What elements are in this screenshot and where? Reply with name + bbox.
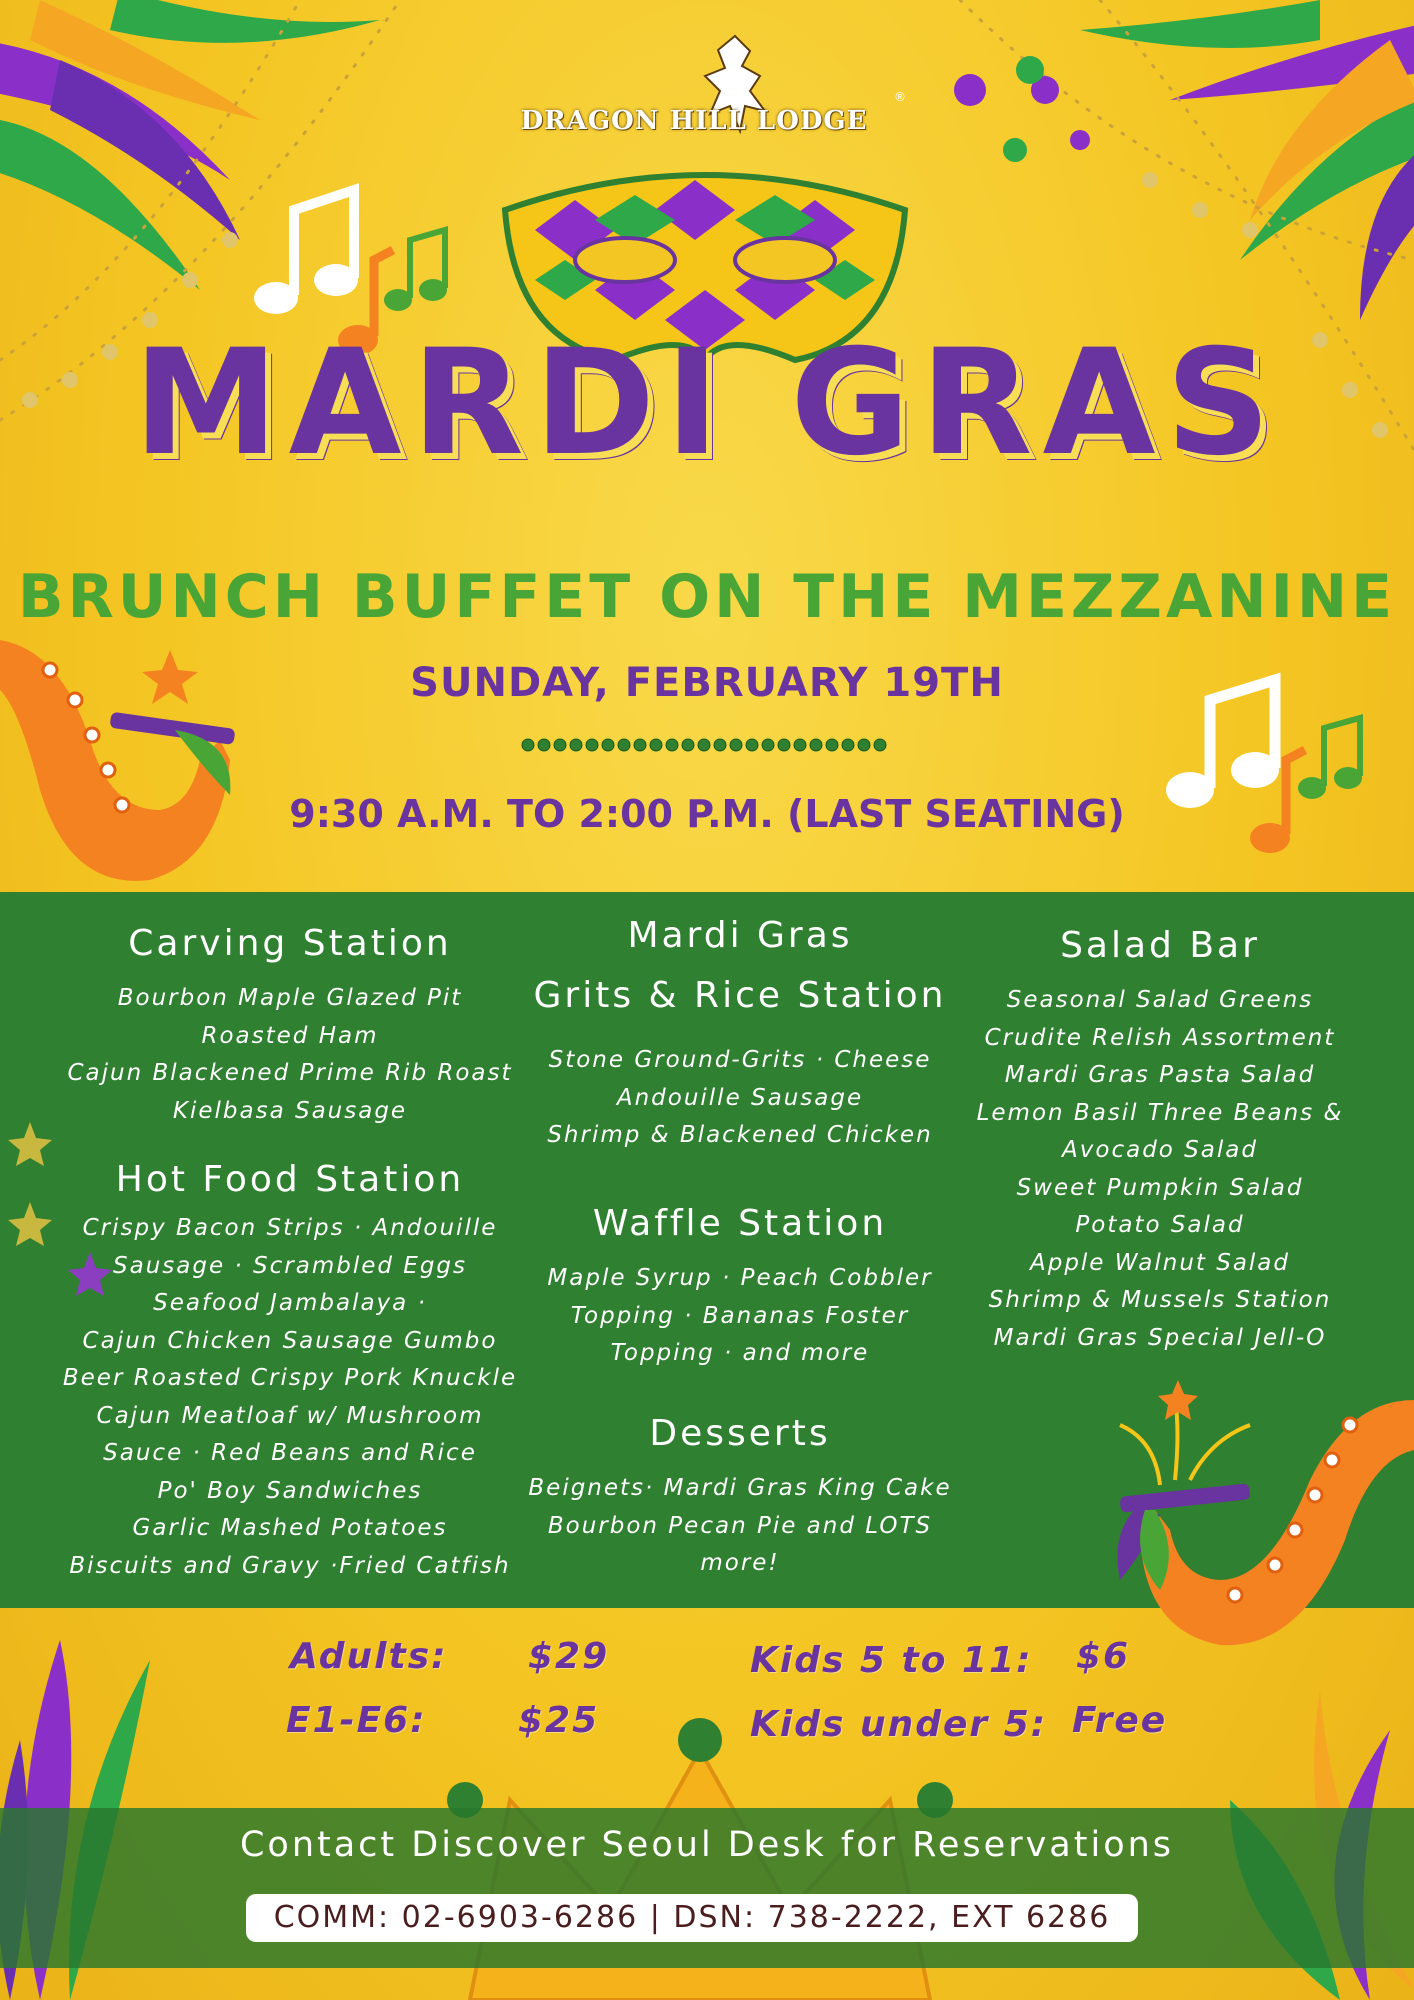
carving-station [50,914,530,1130]
menu-item: Crudite Relish Assortment [984,1024,1336,1051]
menu-item: Sausage · Scrambled Eggs [113,1252,467,1279]
menu-item: Seasonal Salad Greens [1006,987,1314,1013]
grits-rice-station [500,906,980,1155]
menu-item: Mardi Gras Pasta Salad [1004,1062,1316,1088]
desserts-station [500,1404,980,1583]
menu-item: Cajun Meatloaf w/ Mushroom [96,1402,484,1429]
menu-item: Crispy Bacon Strips · Andouille [82,1215,498,1241]
menu-item: Bourbon Maple Glazed Pit [117,985,463,1011]
menu-item: Bourbon Pecan Pie and LOTS [547,1512,933,1539]
menu-item: Topping · and more [610,1340,870,1366]
menu-item: Sauce · Red Beans and Rice [103,1440,477,1466]
kids-under-5-price: Free [1072,1700,1168,1741]
menu-item: Shrimp & Mussels Station [988,1287,1332,1313]
music-notes-right-icon [1160,670,1370,860]
event-subtitle: BRUNCH BUFFET ON THE MEZZANINE [17,562,1397,632]
saxophone-right-icon [1100,1380,1414,1660]
menu-item: Topping · Bananas Foster [570,1302,910,1329]
menu-item: Cajun Chicken Sausage Gumbo [82,1327,498,1354]
e1-e6-price: $25 [518,1700,600,1741]
adults-label: Adults: [290,1636,448,1677]
menu-item: Seafood Jambalaya · [153,1290,427,1316]
menu-item: Lemon Basil Three Beans & [976,1099,1344,1126]
contact-text: Contact Discover Seoul Desk for Reservations [239,1825,1175,1865]
stars-decoration-icon [10,1122,120,1462]
grits-station-title-line1: Mardi Gras [627,915,853,956]
menu-item: Biscuits and Gravy ·Fried Catfish [69,1552,511,1579]
menu-item: Garlic Mashed Potatoes [132,1515,448,1541]
registered-mark: ® [894,90,906,104]
kids-5-11-price: $6 [1076,1636,1131,1677]
saxophone-left-icon [0,620,260,890]
grits-station-title-line2: Grits & Rice Station [533,975,947,1016]
event-title: MARDI GRAS [133,318,1281,488]
menu-item: Shrimp & Blackened Chicken [547,1122,933,1148]
menu-item: Andouille Sausage [616,1084,864,1111]
menu-item: Stone Ground-Grits · Cheese [548,1047,932,1073]
waffle-station [500,1194,980,1373]
menu-item: Kielbasa Sausage [172,1097,408,1124]
e1-e6-label: E1-E6: [286,1700,427,1741]
logo-text: DRAGON HILL LODGE [520,106,868,136]
menu-item: Cajun Blackened Prime Rib Roast [67,1060,513,1086]
salad-bar-title: Salad Bar [1060,925,1260,966]
hot-food-station [50,1150,530,1585]
phone-numbers: COMM: 02-6903-6286 | DSN: 738-2222, EXT 6286 [273,1900,1111,1935]
menu-item: Roasted Ham [201,1022,379,1049]
menu-item: Sweet Pumpkin Salad [1016,1174,1304,1201]
desserts-title: Desserts [649,1413,831,1454]
event-date: SUNDAY, FEBRUARY 19TH [410,660,1004,706]
menu-item: Beignets· Mardi Gras King Cake [528,1475,952,1501]
salad-bar [960,916,1360,1357]
adults-price: $29 [528,1636,610,1677]
kids-5-11-label: Kids 5 to 11: [750,1640,1033,1681]
bead-divider-icon [521,738,893,752]
menu-item: more! [700,1550,780,1576]
menu-item: Po' Boy Sandwiches [157,1477,423,1504]
menu-item: Potato Salad [1075,1212,1245,1238]
waffle-station-title: Waffle Station [592,1203,888,1244]
carving-station-title: Carving Station [128,923,452,964]
kids-under-5-label: Kids under 5: [750,1704,1048,1745]
menu-item: Maple Syrup · Peach Cobbler [547,1265,933,1291]
menu-item: Apple Walnut Salad [1029,1249,1290,1276]
menu-item: Beer Roasted Crispy Pork Knuckle [62,1365,518,1391]
menu-item: Mardi Gras Special Jell-O [993,1324,1327,1351]
event-time: 9:30 A.M. TO 2:00 P.M. (LAST SEATING) [289,792,1125,836]
hot-food-station-title: Hot Food Station [115,1159,465,1200]
menu-item: Avocado Salad [1062,1137,1258,1163]
